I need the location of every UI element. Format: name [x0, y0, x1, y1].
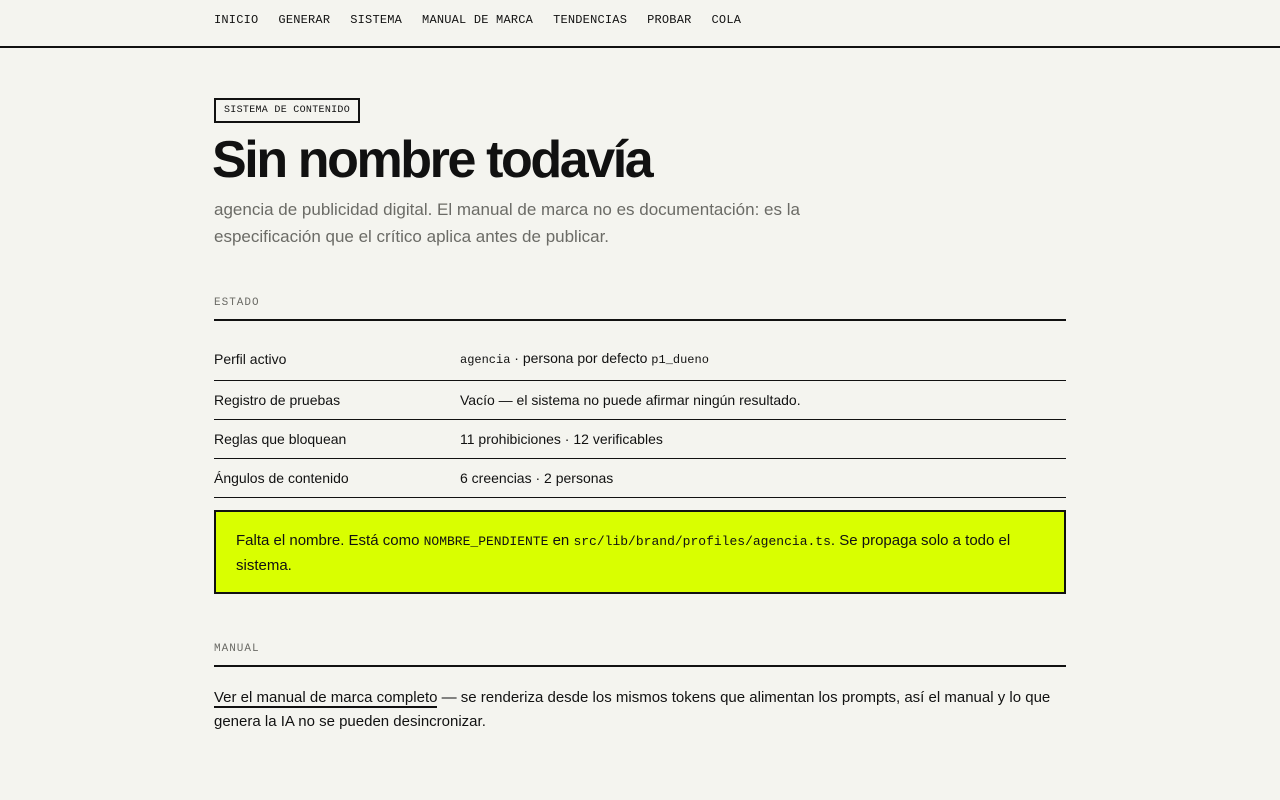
nav-item-manual-de-marca[interactable]: MANUAL DE MARCA	[422, 13, 534, 27]
estado-section-label: ESTADO	[214, 297, 1066, 321]
missing-name-alert	[214, 510, 1066, 594]
manual-description-text: — se renderiza desde los mismos tokens que alimentan los prompts, así el manual y lo que genera la IA no se pueden desincronizar.	[214, 689, 1051, 730]
page-title: Sin nombre todavía	[212, 131, 652, 189]
nav-item-cola[interactable]: COLA	[711, 13, 742, 27]
status-row-registro	[214, 381, 1066, 420]
status-key: Ángulos de contenido	[214, 470, 349, 486]
nav-item-sistema[interactable]: SISTEMA	[350, 13, 403, 27]
section-eyebrow-badge: SISTEMA DE CONTENIDO	[214, 98, 360, 123]
status-value-text: · persona por defecto	[510, 350, 652, 366]
alert-text: . Se propaga solo a todo el sistema.	[236, 532, 1011, 574]
manual-description	[214, 686, 1066, 734]
view-brand-manual-link[interactable]: Ver el manual de marca completo	[214, 689, 438, 706]
manual-section-label: MANUAL	[214, 643, 1066, 667]
alert-text: Falta el nombre. Está como	[236, 532, 424, 549]
status-row-angulos	[214, 459, 1066, 498]
status-row-reglas	[214, 420, 1066, 459]
status-value: 11 prohibiciones · 12 verificables	[460, 431, 663, 447]
nav-item-tendencias[interactable]: TENDENCIAS	[553, 13, 628, 27]
top-navigation	[0, 0, 1280, 48]
nav-item-generar[interactable]: GENERAR	[278, 13, 331, 27]
nav-item-inicio[interactable]: INICIO	[214, 13, 259, 27]
status-key: Reglas que bloquean	[214, 431, 347, 447]
status-row-perfil	[214, 339, 1066, 381]
status-value	[460, 339, 1066, 381]
status-table	[214, 339, 1066, 498]
persona-code: p1_dueno	[651, 353, 709, 367]
nav-item-probar[interactable]: PROBAR	[647, 13, 692, 27]
status-key: Perfil activo	[214, 351, 287, 367]
file-path-code: src/lib/brand/profiles/agencia.ts	[573, 534, 831, 549]
status-value: Vacío — el sistema no puede afirmar ningún resultado.	[460, 392, 801, 408]
status-key: Registro de pruebas	[214, 392, 341, 408]
placeholder-code: NOMBRE_PENDIENTE	[423, 534, 549, 549]
nav-list	[214, 13, 741, 27]
page-subtitle: agencia de publicidad digital. El manual de marca no es documentación: es la especificación que el crítico aplica antes de publicar.	[214, 200, 800, 246]
status-value: 6 creencias · 2 personas	[460, 470, 614, 486]
alert-text: en	[548, 532, 574, 549]
profile-code: agencia	[460, 353, 511, 367]
